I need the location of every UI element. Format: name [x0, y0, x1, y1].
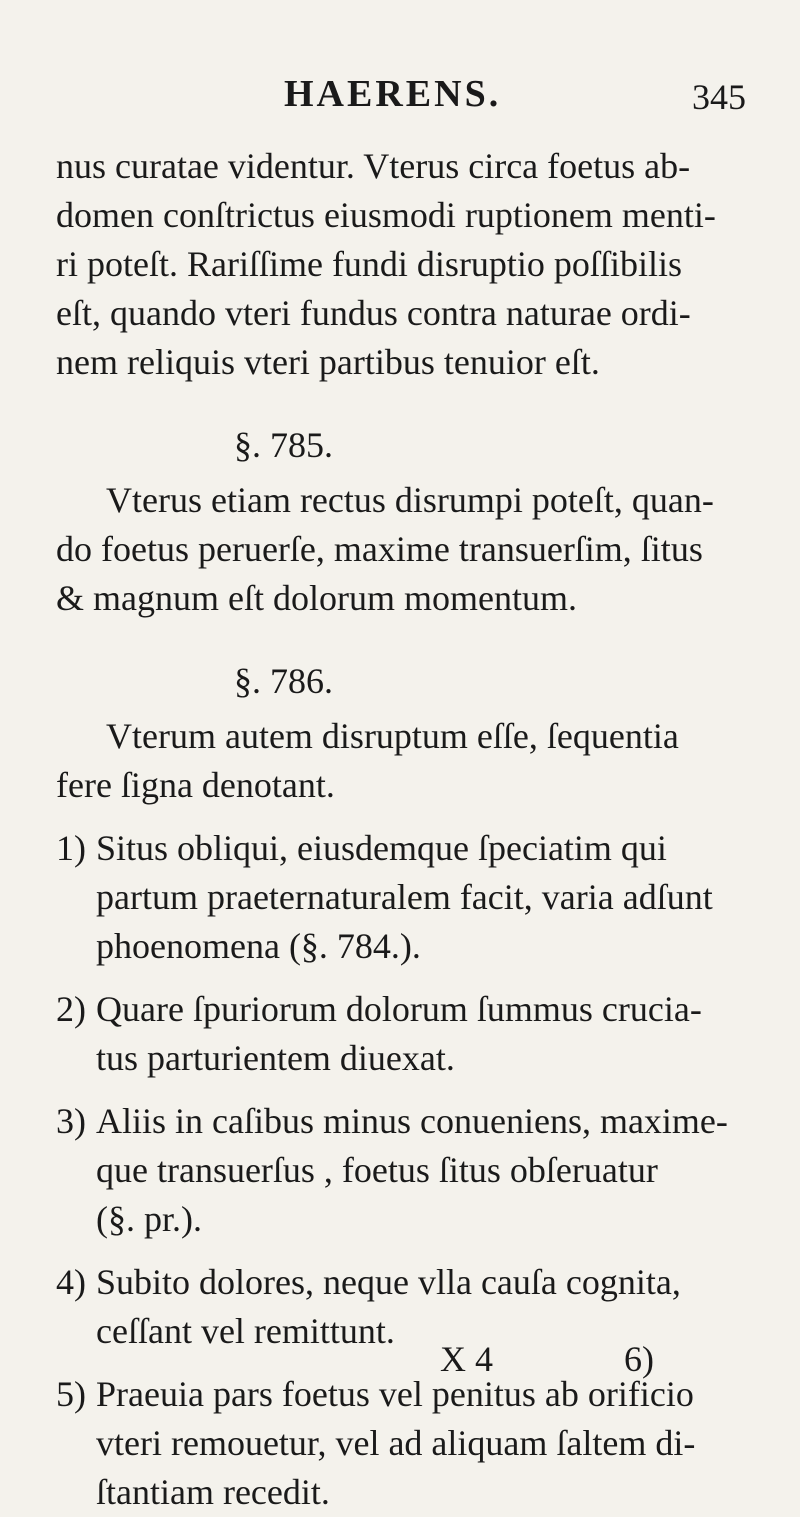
- text-line: [56, 985, 756, 1034]
- text-line: tus parturientem diuexat.: [96, 1038, 455, 1078]
- text-line: [56, 1097, 756, 1146]
- running-head: HAERENS.: [284, 73, 502, 115]
- item-label: 4): [56, 1262, 86, 1302]
- text-line: nus curatae videntur. Vterus circa foetus ab-: [56, 146, 691, 186]
- list-item-3: [56, 1097, 756, 1244]
- section-785: [56, 421, 756, 623]
- page-number: 345: [692, 77, 746, 117]
- text-line: vteri remouetur, vel ad aliquam ſaltem di-: [96, 1423, 696, 1463]
- item-label: 2): [56, 989, 86, 1029]
- list-item-5: [56, 1370, 756, 1517]
- text-line: phoenomena (§. 784.).: [96, 926, 421, 966]
- text-line: ſtantiam recedit.: [96, 1472, 330, 1512]
- text-line: Vterum autem disruptum eſſe, ſequentia: [106, 716, 679, 756]
- list-item-1: [56, 824, 756, 971]
- item-text: Situs obliqui, eiusdemque ſpeciatim qui: [96, 828, 667, 868]
- body-text: [56, 142, 756, 1517]
- text-line: nem reliquis vteri partibus tenuior eſt.: [56, 342, 600, 382]
- item-label: 1): [56, 828, 86, 868]
- text-line: ri poteſt. Rariſſime fundi disruptio poſſibilis: [56, 244, 682, 284]
- item-text: Praeuia pars foetus vel penitus ab orificio: [96, 1374, 694, 1414]
- text-line: que transuerſus , foetus ſitus obſeruatur: [96, 1150, 658, 1190]
- text-line: domen conſtrictus eiusmodi ruptionem menti-: [56, 195, 716, 235]
- item-text: Quare ſpuriorum dolorum ſummus crucia-: [96, 989, 702, 1029]
- text-line: ceſſant vel remittunt.: [96, 1311, 395, 1351]
- section-heading: §. 785.: [234, 425, 333, 465]
- item-label: 3): [56, 1101, 86, 1141]
- list-item-2: [56, 985, 756, 1083]
- item-text: Subito dolores, neque vlla cauſa cognita,: [96, 1262, 681, 1302]
- page-footer: [0, 1338, 800, 1382]
- text-line: fere ſigna denotant.: [56, 765, 335, 805]
- section-heading: §. 786.: [234, 661, 333, 701]
- item-label: 5): [56, 1374, 86, 1414]
- text-line: partum praeternaturalem facit, varia adſunt: [96, 877, 713, 917]
- text-line: eſt, quando vteri fundus contra naturae ordi-: [56, 293, 691, 333]
- text-line: do foetus peruerſe, maxime transuerſim, ſitus: [56, 529, 703, 569]
- text-line: & magnum eſt dolorum momentum.: [56, 578, 577, 618]
- text-line: Vterus etiam rectus disrumpi poteſt, quan-: [106, 480, 714, 520]
- paragraph-continuation: [56, 142, 756, 387]
- section-786: [56, 657, 756, 1517]
- page-header: [0, 72, 800, 122]
- item-text: Aliis in caſibus minus conueniens, maxime-: [96, 1101, 728, 1141]
- signature-mark: X 4: [440, 1339, 493, 1379]
- catchword: 6): [624, 1339, 654, 1379]
- text-line: [56, 824, 756, 873]
- text-line: (§. pr.).: [96, 1199, 202, 1239]
- text-line: [56, 1258, 756, 1307]
